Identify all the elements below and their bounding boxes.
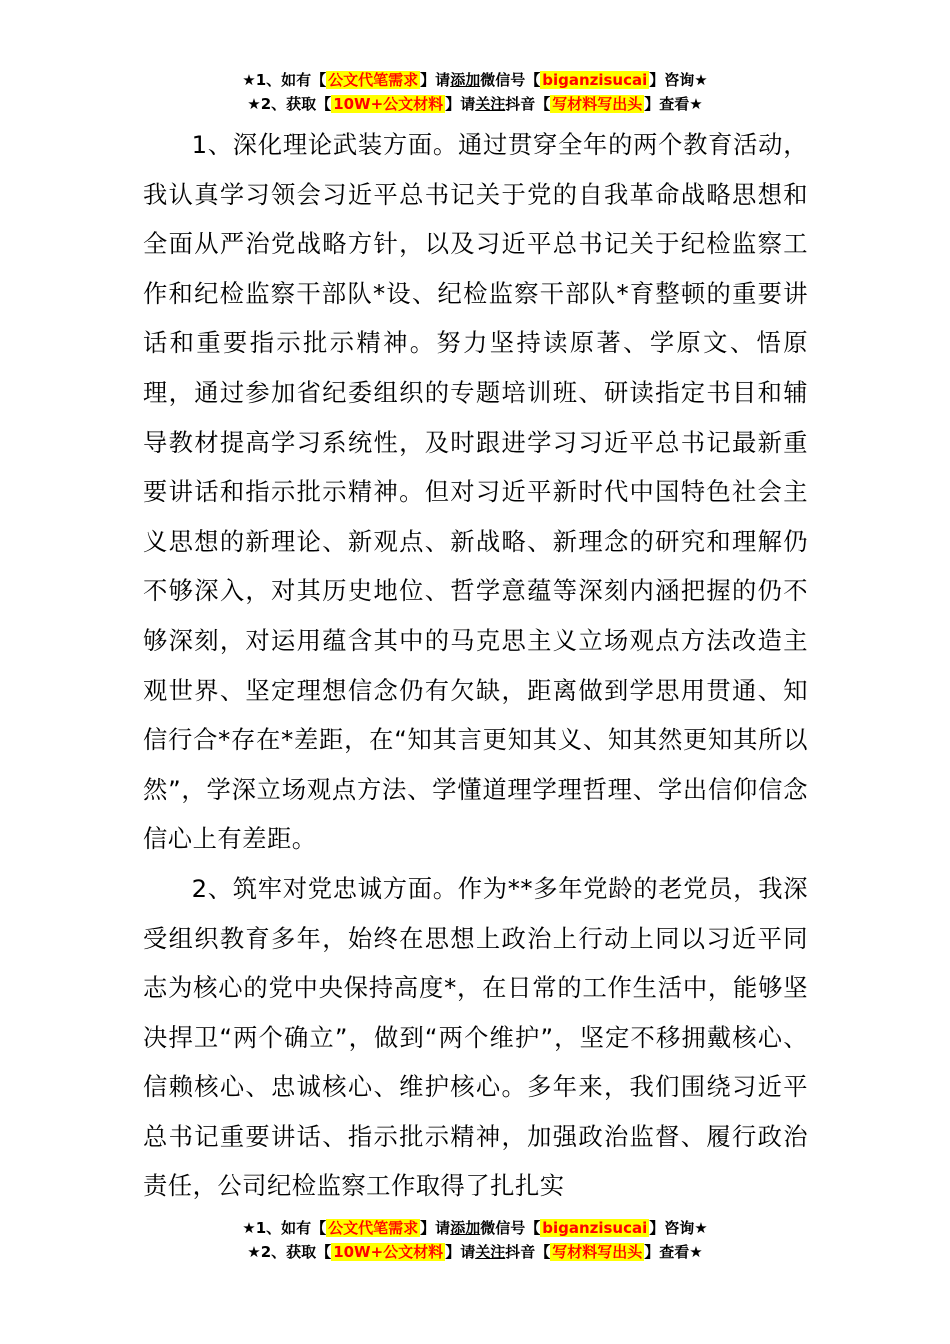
highlight-text: 公文代笔需求	[328, 71, 419, 89]
banner-text: 】请	[445, 95, 476, 113]
paragraph-loyalty: 2、筑牢对党忠诚方面。作为**多年党龄的老党员，我深受组织教育多年，始终在思想上政治上行动上同以习近平同志为核心的党中央保持高度*，在日常的工作生活中，能够坚决捍卫“两个确立”，做到“两个维护”，坚定不移拥戴核心、信赖核心、忠诚核心、维护核心。多年来，我们围绕习近平总书记重要讲话、指示批示精神，加强政治监督、履行政治责任，公司纪检监察工作取得了扎扎实	[143, 873, 808, 1201]
banner-text: 】请	[420, 71, 451, 89]
banner-text: 】查看★	[644, 1243, 703, 1261]
paragraph-theory: 1、深化理论武装方面。通过贯穿全年的两个教育活动，我认真学习领会习近平总书记关于党的自我革命战略思想和全面从严治党战略方针，以及习近平总书记关于纪检监察工作和纪检监察干部队*设、纪检监察干部队*育整顿的重要讲话和重要指示批示精神。努力坚持读原著、学原文、悟原理，通过参加省纪委组织的专题培训班、研读指定书目和辅导教材提高学习系统性，及时跟进学习习近平总书记最新重要讲话和指示批示精神。但对习近平新时代中国特色社会主义思想的新理论、新观点、新战略、新理念的研究和理解仍不够深入，对其历史地位、哲学意蕴等深刻内涵把握的仍不够深刻，对运用蕴含其中的马克思主义立场观点方法改造主观世界、坚定理想信念仍有欠缺，距离做到学思用贯通、知信行合*存在*差距，在“知其言更知其义、知其然更知其所以然”，学深立场观点方法、学懂道理学理哲理、学出信仰信念信心上有差距。	[143, 130, 808, 854]
banner-text: 】咨询★	[649, 71, 708, 89]
banner-text: 抖音【	[505, 1243, 551, 1261]
banner-line-1	[0, 68, 950, 92]
highlight-text: 10W+公文材料	[333, 95, 444, 113]
underlined-text: 关注	[475, 95, 506, 113]
douyin-account-highlight: 写材料写出头	[552, 1243, 643, 1261]
underlined-text: 关注	[475, 1243, 506, 1261]
douyin-account-highlight: 写材料写出头	[552, 95, 643, 113]
banner-text: ★1、如有【	[242, 1219, 327, 1237]
banner-line-1	[0, 1216, 950, 1240]
wechat-id-highlight: biganzisucai	[542, 1219, 648, 1237]
banner-text: 微信号【	[480, 1219, 541, 1237]
underlined-text: 添加	[450, 1219, 481, 1237]
banner-text: 】查看★	[644, 95, 703, 113]
banner-text: ★2、获取【	[247, 1243, 332, 1261]
banner-text: ★2、获取【	[247, 95, 332, 113]
banner-text: 】咨询★	[649, 1219, 708, 1237]
highlight-text: 10W+公文材料	[333, 1243, 444, 1261]
footer-banner	[0, 1216, 950, 1264]
banner-text: 微信号【	[480, 71, 541, 89]
header-banner	[0, 68, 950, 116]
banner-text: 抖音【	[505, 95, 551, 113]
banner-line-2	[0, 1240, 950, 1264]
highlight-text: 公文代笔需求	[328, 1219, 419, 1237]
document-body	[143, 120, 808, 1211]
banner-line-2	[0, 92, 950, 116]
underlined-text: 添加	[450, 71, 481, 89]
wechat-id-highlight: biganzisucai	[542, 71, 648, 89]
banner-text: 】请	[420, 1219, 451, 1237]
banner-text: 】请	[445, 1243, 476, 1261]
banner-text: ★1、如有【	[242, 71, 327, 89]
